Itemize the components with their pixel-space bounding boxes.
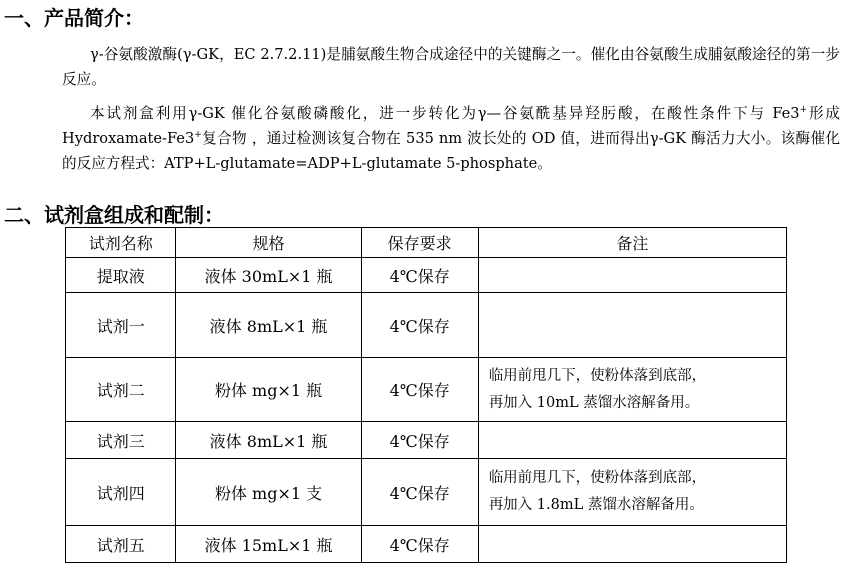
reagent-note-cell [478, 526, 786, 563]
reagent-storage-cell: 4℃保存 [361, 526, 478, 563]
intro-paragraph-2 [62, 101, 840, 176]
reagent-name-cell: 试剂五 [66, 526, 176, 563]
reagent-spec-cell: 粉体 mg×1 支 [176, 459, 361, 526]
intro-paragraph-2-text-a: 本试剂盒利用γ-GK 催化谷氨酸磷酸化，进一步转化为γ—谷氨酰基异羟肟酸，在酸性条件下与 Fe3 [90, 105, 800, 122]
reagent-spec-cell: 液体 8mL×1 瓶 [176, 422, 361, 459]
column-header-name: 试剂名称 [66, 228, 176, 258]
section-heading-kit-composition: 二、试剂盒组成和配制： [4, 203, 224, 227]
table-row [66, 293, 787, 358]
reagent-name-cell: 试剂一 [66, 293, 176, 358]
note-line-1: 临用前甩几下，使粉体落到底部， [488, 470, 707, 486]
reagent-spec-cell: 液体 15mL×1 瓶 [176, 526, 361, 563]
note-line-2: 再加入 1.8mL 蒸馏水溶解备用。 [488, 497, 704, 513]
reagent-note-cell [478, 258, 786, 293]
reagent-name-cell: 试剂二 [66, 358, 176, 422]
reagent-storage-cell: 4℃保存 [361, 358, 478, 422]
section-heading-product-intro: 一、产品简介： [4, 6, 144, 30]
reagent-note-cell [478, 293, 786, 358]
column-header-storage: 保存要求 [361, 228, 478, 258]
reagent-spec-cell: 液体 30mL×1 瓶 [176, 258, 361, 293]
table-row [66, 526, 787, 563]
reagent-note-cell [478, 358, 786, 422]
kit-composition-table [65, 227, 787, 563]
column-header-spec: 规格 [176, 228, 361, 258]
reagent-storage-cell: 4℃保存 [361, 258, 478, 293]
reagent-note-cell [478, 422, 786, 459]
reagent-spec-cell: 液体 8mL×1 瓶 [176, 293, 361, 358]
table-row [66, 422, 787, 459]
reagent-spec-cell: 粉体 mg×1 瓶 [176, 358, 361, 422]
reagent-name-cell: 试剂四 [66, 459, 176, 526]
reagent-storage-cell: 4℃保存 [361, 422, 478, 459]
intro-paragraph-2-text-c: 复合物 ，通过检测该复合物在 535 nm 波长处的 OD 值，进而得出γ-GK 酶活力大小。该酶催化的反应方程式：ATP+L-glutamate=ADP+L-glutamate 5-phosphate。 [62, 130, 840, 172]
column-header-note: 备注 [478, 228, 786, 258]
table-row [66, 358, 787, 422]
reagent-name-cell: 提取液 [66, 258, 176, 293]
table-row [66, 459, 787, 526]
table-row [66, 258, 787, 293]
table-header-row [66, 228, 787, 258]
superscript-plus: + [194, 130, 202, 140]
reagent-storage-cell: 4℃保存 [361, 459, 478, 526]
intro-paragraph-1: γ-谷氨酸激酶(γ-GK，EC 2.7.2.11)是脯氨酸生物合成途径中的关键酶之一。催化由谷氨酸生成脯氨酸途径的第一步反应。 [62, 46, 840, 88]
note-line-1: 临用前甩几下，使粉体落到底部， [488, 367, 707, 384]
reagent-storage-cell: 4℃保存 [361, 293, 478, 358]
intro-paragraph-2-text-b: 形成 Hydroxamate-Fe3 [62, 105, 840, 147]
reagent-note-cell [478, 459, 786, 526]
reagent-name-cell: 试剂三 [66, 422, 176, 459]
note-line-2: 再加入 10mL 蒸馏水溶解备用。 [488, 394, 700, 411]
superscript-plus: + [799, 105, 808, 115]
